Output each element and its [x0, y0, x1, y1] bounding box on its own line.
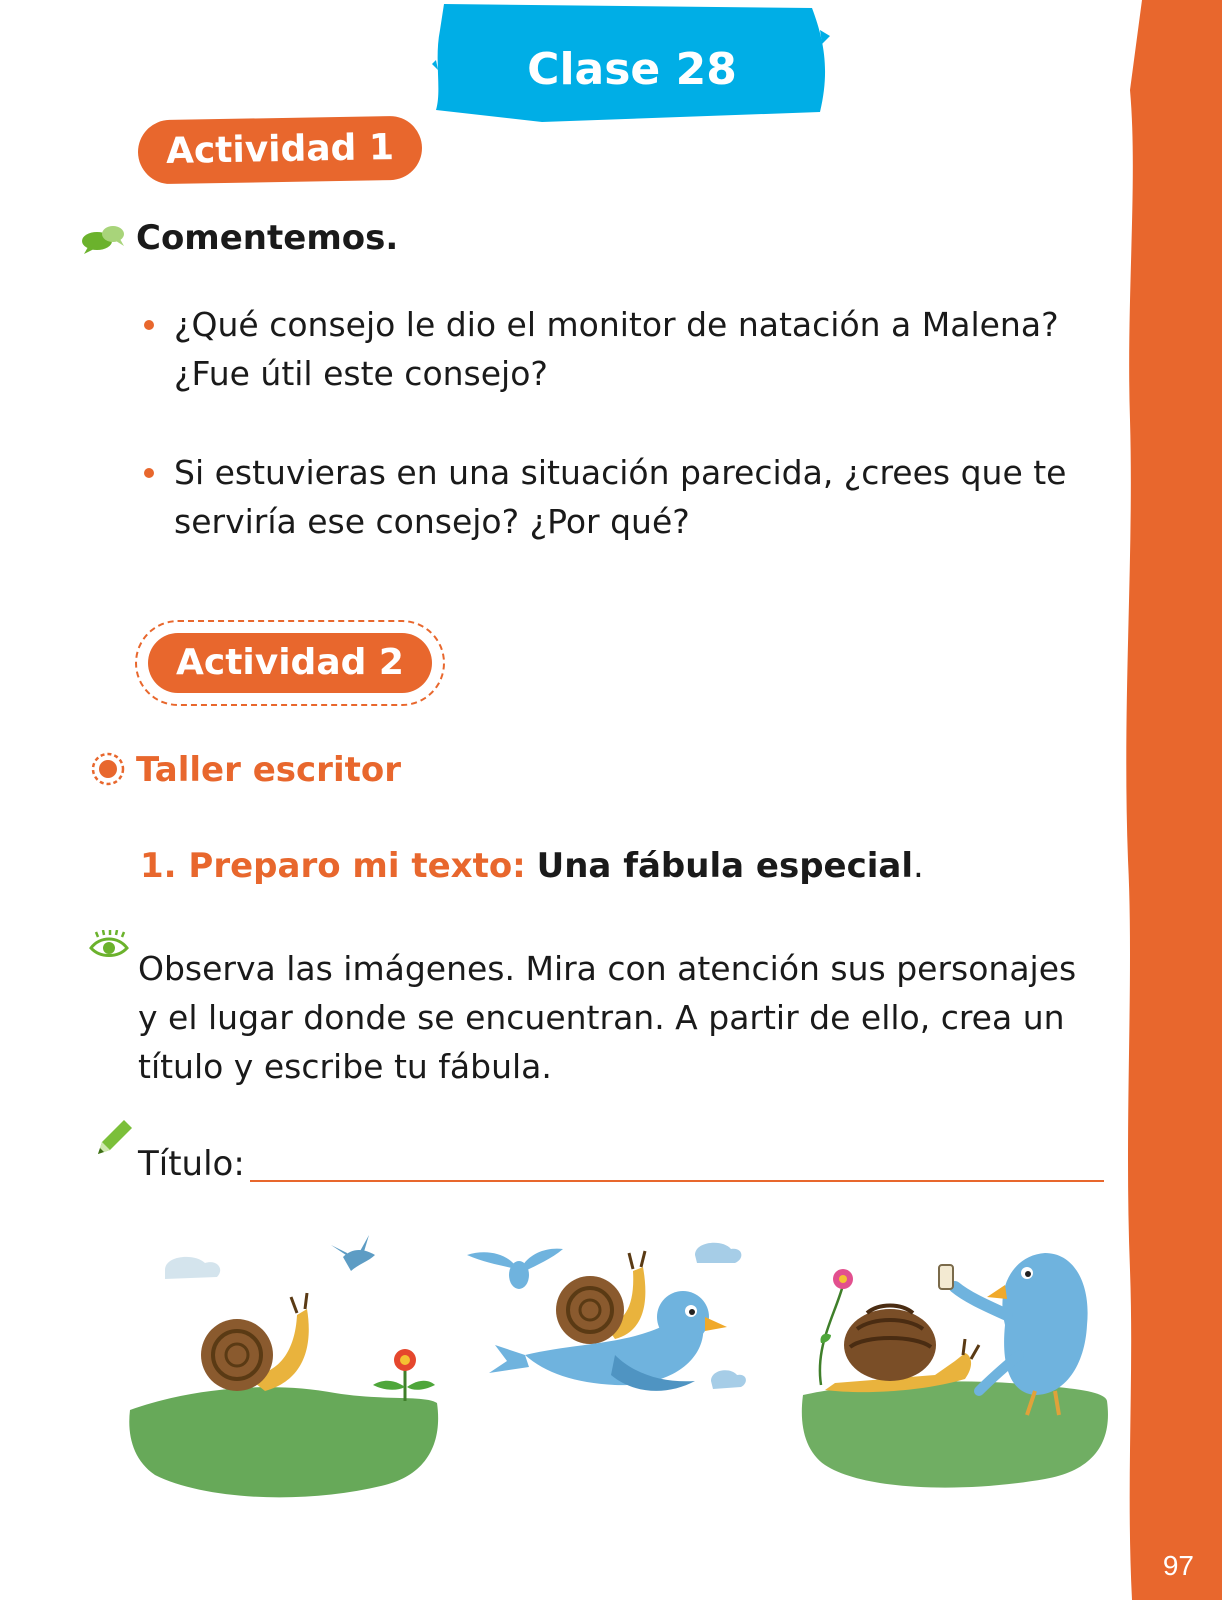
grass-hill-3	[802, 1381, 1108, 1487]
question-1: ¿Qué consejo le dio el monitor de natación a Malena? ¿Fue útil este consejo?	[138, 300, 1078, 398]
snail-3	[825, 1306, 979, 1393]
bird-small	[467, 1249, 563, 1289]
fable-illustration-3	[795, 1205, 1120, 1515]
page-number: 97	[1162, 1550, 1194, 1581]
title-field-label: Título:	[138, 1144, 245, 1184]
grass-hill-1	[129, 1387, 438, 1497]
pencil-icon	[92, 1116, 136, 1160]
step-label: 1. Preparo mi texto:	[140, 846, 526, 886]
question-2: Si estuvieras en una situación parecida, ¿crees que te serviría ese consejo? ¿Por qué?	[138, 448, 1078, 546]
flower-1	[373, 1349, 435, 1401]
activity-1-heading: Comentemos.	[136, 218, 399, 258]
writing-step	[140, 846, 924, 886]
discussion-questions	[138, 300, 1078, 596]
activity-2-badge: Actividad 2	[148, 633, 432, 693]
page-edge-band	[1112, 0, 1222, 1600]
activity-2-heading: Taller escritor	[136, 750, 401, 790]
observe-instructions: Observa las imágenes. Mira con atención sus personajes y el lugar donde se encuentran. A partir de ello, crea un título y escribe tu fábula.	[138, 949, 1077, 1086]
fable-illustration-1	[125, 1205, 455, 1515]
lesson-title: Clase 28	[527, 44, 737, 95]
cloud-3	[711, 1370, 746, 1389]
activity-1-badge: Actividad 1	[137, 116, 422, 185]
cloud-2	[695, 1243, 741, 1263]
eye-icon	[88, 930, 130, 962]
sun-badge-icon	[90, 751, 126, 787]
title-answer-line[interactable]	[250, 1180, 1104, 1182]
fable-illustration-2	[465, 1205, 795, 1515]
snail-1	[201, 1293, 309, 1391]
cloud-1	[165, 1257, 220, 1279]
bird-1	[331, 1235, 375, 1271]
snail-2	[556, 1251, 645, 1344]
flower-3	[820, 1269, 853, 1385]
step-title: Una fábula especial	[536, 846, 914, 886]
speech-bubbles-icon	[80, 222, 126, 256]
step-end: .	[913, 846, 924, 886]
